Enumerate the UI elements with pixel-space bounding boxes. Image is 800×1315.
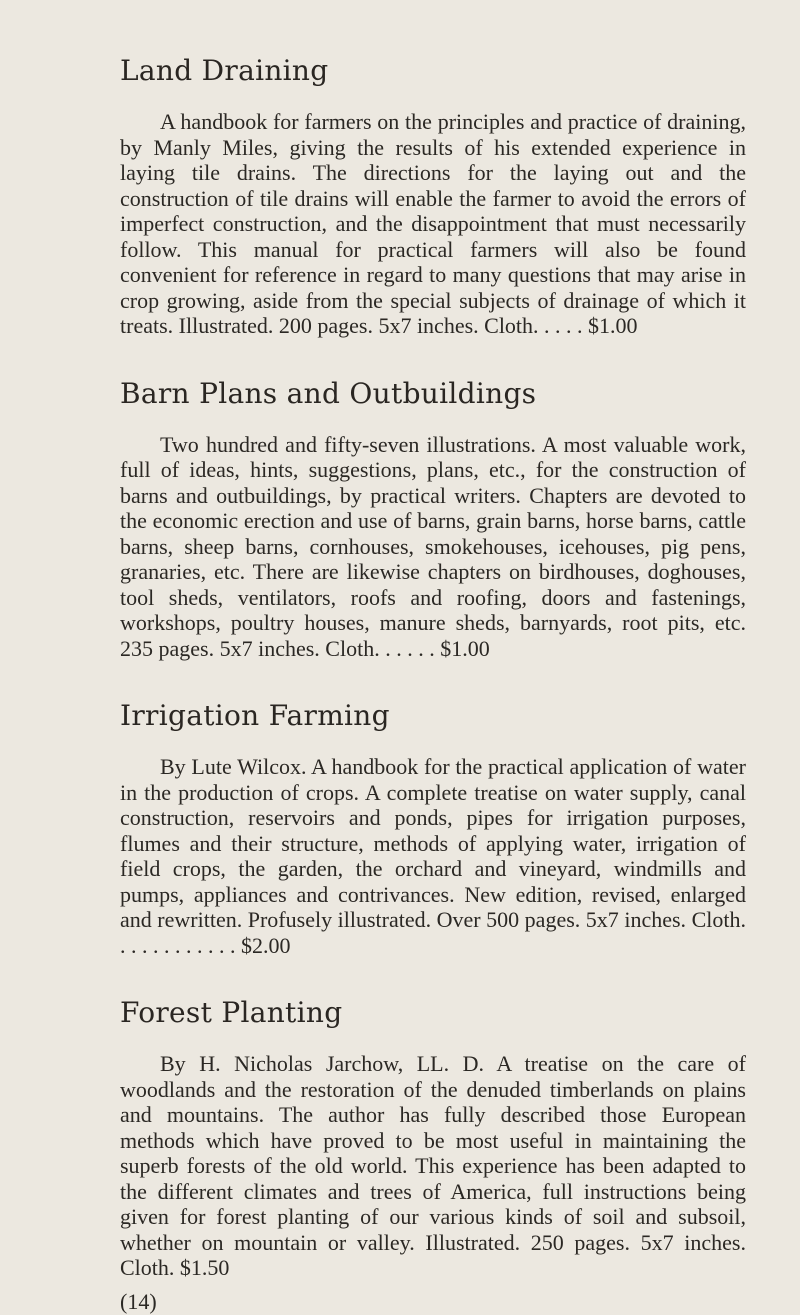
description-text: Two hundred and fifty-seven illustrations. A most valuable work, full of ideas, hints, suggestions, plans, etc., for the construction of barns and outbuildings, by practical writers. Chapters are devoted to the economic erection and use of barns, grain barns, horse barns, cattle barns, sheep barns, cornhouses, smokehouses, icehouses, pig pens, granaries, etc. There are likewise chapters on birdhouses, doghouses, tool sheds, ventilators, roofs and roofing, doors and fastenings, workshops, poultry houses, manure sheds, barnyards, root pits, etc. bbox=[120, 431, 746, 635]
entry-meta: Illustrated. 200 pages. 5x7 inches. Cloth. . . . . bbox=[178, 313, 583, 338]
description-text: By Lute Wilcox. A handbook for the practical application of water in the production of crops. A complete treatise on water supply, canal construction, reservoirs and ponds, pipes for irrigation purposes, flumes and their structure, methods of applying water, irrigation of field crops, the garden, the orchard and vineyard, windmills and pumps, appliances and contrivances. New edition, revised, enlarged and rewritten. Profusely illustrated. Over 500 pages. 5x7 inches. Cloth. bbox=[120, 754, 746, 932]
description-text: A handbook for farmers on the principles and practice of draining, by Manly Miles, giving the results of his extended experience in laying tile drains. The directions for the laying out and the construction of tile drains will enable the farmer to avoid the errors of imperfect construction, and the disappointment that must necessarily follow. This manual for practical farmers will also be found convenient for reference in regard to many questions that may arise in crop growing, aside from the special subjects of drainage of which it treats. bbox=[120, 109, 746, 338]
entry-land-draining bbox=[120, 54, 746, 339]
entry-description bbox=[120, 754, 746, 958]
entry-barn-plans bbox=[120, 377, 746, 662]
entry-forest-planting bbox=[120, 996, 746, 1281]
entry-title: Forest Planting bbox=[120, 996, 343, 1029]
description-text: By H. Nicholas Jarchow, LL. D. A treatise on the care of woodlands and the restoration of the denuded timberlands on plains and mountains. The author has fully described those European methods which have proved to be most useful in maintaining the superb forests of the old world. This experience has been adapted to the different climates and trees of America, full instructions being given for forest planting of our various kinds of soil and subsoil, whether on mountain or valley. bbox=[120, 1051, 746, 1255]
entry-meta: . . . . . . . . . . . bbox=[120, 932, 236, 958]
entry-title: Irrigation Farming bbox=[120, 699, 390, 732]
entry-price: $1.50 bbox=[179, 1255, 230, 1280]
entry-price: $2.00 bbox=[241, 932, 291, 958]
entry-description bbox=[120, 1051, 746, 1281]
entry-title: Land Draining bbox=[120, 54, 329, 87]
entry-meta: 235 pages. 5x7 inches. Cloth. . . . . . bbox=[120, 635, 435, 661]
entry-price: $1.00 bbox=[588, 313, 638, 338]
entry-title: Barn Plans and Outbuildings bbox=[120, 376, 537, 410]
entry-description bbox=[120, 432, 746, 662]
entry-meta: Illustrated. 250 pages. 5x7 inches. Cloth. bbox=[120, 1229, 746, 1280]
entry-description bbox=[120, 109, 746, 339]
entry-irrigation-farming bbox=[120, 699, 746, 958]
page-number: (14) bbox=[120, 1288, 157, 1314]
entry-price: $1.00 bbox=[440, 635, 490, 661]
